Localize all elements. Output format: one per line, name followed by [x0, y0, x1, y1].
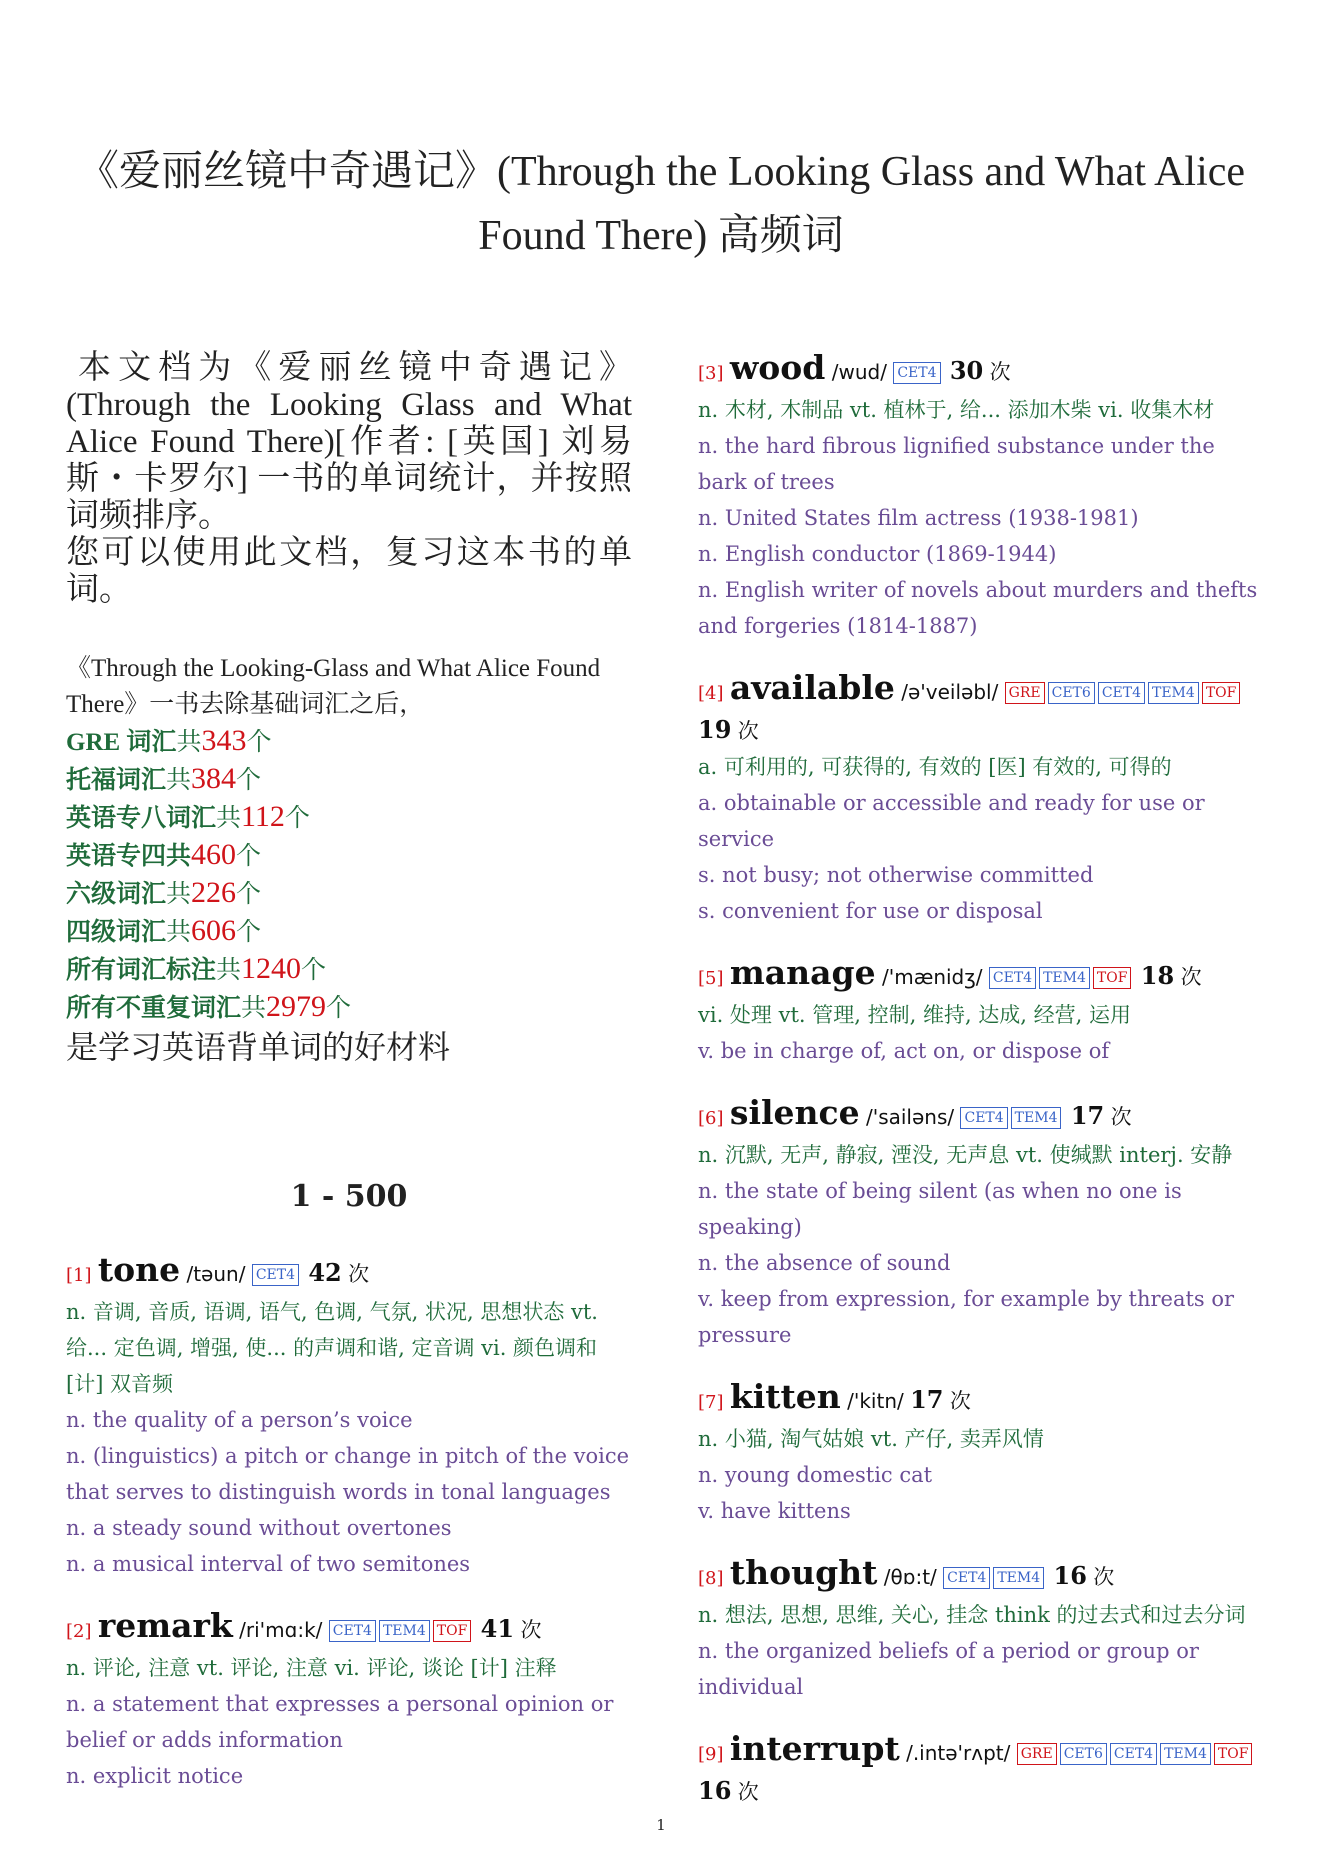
summary-label: 四级词汇: [66, 919, 167, 946]
frequency-unit: 次: [520, 1618, 542, 1642]
entry-head: [66, 1252, 632, 1294]
summary-count: 1240: [241, 952, 302, 985]
summary-row: [66, 799, 632, 837]
word-entry: [66, 1608, 632, 1794]
range-heading: 1 - 500: [290, 1179, 408, 1214]
frequency: 18: [1140, 961, 1175, 990]
exam-tag: TEM4: [379, 1620, 430, 1642]
entry-number: [6]: [698, 1108, 724, 1129]
frequency-unit: 次: [1093, 1565, 1115, 1589]
phonetic: /'mænidʒ/: [881, 965, 983, 989]
entry-head: [698, 1731, 1264, 1810]
word-entry: [698, 1555, 1264, 1705]
summary-count: 112: [241, 800, 285, 833]
phonetic: /təun/: [186, 1262, 246, 1286]
exam-tag: TEM4: [1160, 1743, 1211, 1765]
headword: thought: [729, 1553, 878, 1592]
intro-block: [66, 350, 632, 609]
exam-tag: TOF: [1214, 1743, 1253, 1765]
entry-head: [698, 670, 1264, 749]
english-definition: n. English writer of novels about murders and thefts and forgeries (1814-1887): [698, 578, 1258, 638]
summary-gong: 共: [216, 805, 242, 832]
summary-ge: 个: [301, 957, 327, 984]
english-definition: s. not busy; not otherwise committed: [698, 863, 1094, 887]
english-definition: n. the organized beliefs of a period or group or individual: [698, 1639, 1199, 1699]
exam-tag: CET6: [1060, 1743, 1107, 1765]
summary-label: 所有不重复词汇: [66, 995, 242, 1022]
entry-number: [1]: [66, 1265, 92, 1286]
headword: silence: [729, 1093, 860, 1132]
summary-count: 460: [191, 838, 237, 871]
summary-ge: 个: [236, 881, 262, 908]
english-definition: n. a statement that expresses a personal opinion or belief or adds information: [66, 1692, 614, 1752]
english-definition: s. convenient for use or disposal: [698, 899, 1043, 923]
exam-tag: CET4: [893, 362, 940, 384]
exam-tag: CET4: [252, 1264, 299, 1286]
headword: tone: [97, 1250, 181, 1289]
summary-count: 226: [191, 876, 237, 909]
summary-gong: 共: [216, 957, 242, 984]
left-column: [66, 350, 632, 1820]
word-entry: [698, 670, 1264, 929]
summary-row: [66, 989, 632, 1027]
entry-number: [9]: [698, 1744, 724, 1765]
english-definition: n. a steady sound without overtones: [66, 1516, 452, 1540]
summary-label: 所有词汇标注: [66, 957, 217, 984]
summary-count: 2979: [266, 990, 327, 1023]
chinese-definition: a. 可利用的, 可获得的, 有效的 [医] 有效的, 可得的: [698, 755, 1172, 779]
english-definition: n. the quality of a person’s voice: [66, 1408, 413, 1432]
english-definition: v. be in charge of, act on, or dispose of: [698, 1039, 1110, 1063]
entry-number: [5]: [698, 968, 724, 989]
chinese-definition: n. 沉默, 无声, 静寂, 湮没, 无声息 vt. 使缄默 interj. 安静: [698, 1143, 1233, 1167]
frequency: 16: [698, 1776, 732, 1805]
frequency: 17: [910, 1385, 944, 1414]
entry-number: [8]: [698, 1568, 724, 1589]
phonetic: /'sailəns/: [865, 1105, 955, 1129]
chinese-definition: vi. 处理 vt. 管理, 控制, 维持, 达成, 经营, 运用: [698, 1003, 1132, 1027]
summary-gong: 共: [166, 881, 192, 908]
summary-row: [66, 913, 632, 951]
exam-tag: CET4: [1110, 1743, 1157, 1765]
summary-count: 384: [191, 762, 237, 795]
summary-ge: 个: [236, 843, 262, 870]
entry-number: [7]: [698, 1392, 724, 1413]
summary-label: 托福词汇: [66, 767, 167, 794]
summary-lead: 《Through the Looking-Glass and What Alice Found There》一书去除基础词汇之后，: [66, 655, 601, 718]
summary-final: 是学习英语背单词的好材料: [66, 1029, 451, 1065]
word-entry: [66, 1252, 632, 1582]
summary-row: [66, 875, 632, 913]
english-definition: n. explicit notice: [66, 1764, 244, 1788]
exam-tag: CET4: [943, 1567, 990, 1589]
english-definition: n. the hard fibrous lignified substance under the bark of trees: [698, 434, 1215, 494]
entries-right: [698, 350, 1264, 1810]
word-entry: [698, 350, 1264, 644]
frequency-unit: 次: [1110, 1105, 1132, 1129]
summary-gong: 共: [166, 919, 192, 946]
phonetic: /'kitn/: [847, 1389, 904, 1413]
summary-gong: 共: [166, 767, 192, 794]
exam-tag: CET6: [1048, 682, 1095, 704]
summary-ge: 个: [246, 729, 272, 756]
entry-head: [698, 1379, 1264, 1421]
frequency: 42: [308, 1258, 342, 1287]
headword: available: [729, 668, 895, 707]
english-definition: n. the absence of sound: [698, 1251, 951, 1275]
exam-tag: TOF: [433, 1620, 472, 1642]
summary-ge: 个: [236, 767, 262, 794]
frequency-unit: 次: [737, 719, 759, 743]
exam-tag: TOF: [1093, 967, 1132, 989]
english-definition: n. English conductor (1869-1944): [698, 542, 1057, 566]
frequency: 19: [698, 715, 732, 744]
word-entry: [698, 1095, 1264, 1353]
phonetic: /ri'mɑ:k/: [239, 1618, 323, 1642]
summary-ge: 个: [326, 995, 352, 1022]
frequency-unit: 次: [348, 1262, 370, 1286]
exam-tag: CET4: [960, 1107, 1007, 1129]
entry-head: [698, 1095, 1264, 1137]
word-entry: [698, 1731, 1264, 1810]
exam-tag: TEM4: [1011, 1107, 1062, 1129]
summary-label: GRE 词汇: [66, 729, 177, 756]
english-definition: v. have kittens: [698, 1499, 851, 1523]
summary-row: [66, 723, 632, 761]
entry-number: [3]: [698, 363, 724, 384]
frequency: 16: [1053, 1561, 1087, 1590]
chinese-definition: n. 评论, 注意 vt. 评论, 注意 vi. 评论, 谈论 [计] 注释: [66, 1656, 557, 1680]
summary-gong: 共: [241, 995, 267, 1022]
headword: interrupt: [729, 1729, 900, 1768]
summary-ge: 个: [236, 919, 262, 946]
frequency-unit: 次: [1180, 965, 1202, 989]
exam-tag: GRE: [1005, 682, 1045, 704]
exam-tag: CET4: [1098, 682, 1145, 704]
summary-label: 六级词汇: [66, 881, 167, 908]
frequency-unit: 次: [949, 1389, 971, 1413]
summary-count: 606: [191, 914, 237, 947]
exam-tag: CET4: [329, 1620, 376, 1642]
english-definition: n. United States film actress (1938-1981): [698, 506, 1139, 530]
word-entry: [698, 1379, 1264, 1529]
intro-paragraph-2: 您可以使用此文档，复习这本书的单词。: [66, 535, 632, 608]
summary-row: [66, 951, 632, 989]
frequency: 17: [1070, 1101, 1105, 1130]
exam-tag: TEM4: [1148, 682, 1199, 704]
entry-head: [66, 1608, 632, 1650]
phonetic: /ə'veiləbl/: [901, 680, 999, 704]
summary-gong: 共: [176, 729, 202, 756]
exam-tag: TEM4: [1039, 967, 1090, 989]
vocab-summary: [66, 651, 632, 1067]
summary-row: [66, 761, 632, 799]
entry-head: [698, 350, 1264, 392]
exam-tag: CET4: [989, 967, 1036, 989]
entries-left: [66, 1252, 632, 1794]
summary-ge: 个: [284, 805, 310, 832]
summary-label: 英语专八词汇: [66, 805, 217, 832]
chinese-definition: n. 音调, 音质, 语调, 语气, 色调, 气氛, 状况, 思想状态 vt. 给... 定色调, 增强, 使... 的声调和谐, 定音调 vi. 颜色调和 [计] 双音频: [66, 1300, 598, 1396]
exam-tag: TEM4: [993, 1567, 1044, 1589]
summary-row: [66, 837, 632, 875]
headword: kitten: [729, 1377, 841, 1416]
headword: remark: [97, 1606, 233, 1645]
right-column: [698, 350, 1264, 1836]
chinese-definition: n. 小猫, 淘气姑娘 vt. 产仔, 卖弄风情: [698, 1427, 1044, 1451]
phonetic: /θɒ:t/: [883, 1565, 937, 1589]
english-definition: a. obtainable or accessible and ready for use or service: [698, 791, 1205, 851]
frequency: 30: [949, 356, 984, 385]
entry-head: [698, 1555, 1264, 1597]
summary-rows: [66, 723, 632, 1027]
phonetic: /wud/: [831, 360, 887, 384]
frequency-unit: 次: [989, 360, 1011, 384]
english-definition: n. the state of being silent (as when no one is speaking): [698, 1179, 1182, 1239]
page-number: 1: [656, 1816, 666, 1834]
entry-number: [4]: [698, 683, 724, 704]
intro-paragraph-1: 本文档为《爱丽丝镜中奇遇记》(Through the Looking Glass and What Alice Found There)[作者: [英国] 刘易斯・卡罗尔] 一书的单词统计，并按照词频排序。: [66, 350, 632, 534]
exam-tag: TOF: [1202, 682, 1241, 704]
summary-count: 343: [201, 724, 247, 757]
summary-label: 英语专四共: [66, 843, 192, 870]
entry-number: [2]: [66, 1621, 92, 1642]
entry-head: [698, 955, 1264, 997]
frequency-unit: 次: [737, 1780, 759, 1804]
frequency: 41: [480, 1614, 515, 1643]
chinese-definition: n. 木材, 木制品 vt. 植林于, 给... 添加木柴 vi. 收集木材: [698, 398, 1215, 422]
word-entry: [698, 955, 1264, 1069]
document-title: 《爱丽丝镜中奇遇记》(Through the Looking Glass and What Alice Found There) 高频词: [76, 149, 1246, 259]
english-definition: n. a musical interval of two semitones: [66, 1552, 471, 1576]
headword: manage: [729, 953, 876, 992]
english-definition: n. (linguistics) a pitch or change in pitch of the voice that serves to distinguish words in tonal languages: [66, 1444, 630, 1504]
chinese-definition: n. 想法, 思想, 思维, 关心, 挂念 think 的过去式和过去分词: [698, 1603, 1246, 1627]
exam-tag: GRE: [1017, 1743, 1057, 1765]
english-definition: v. keep from expression, for example by threats or pressure: [698, 1287, 1235, 1347]
english-definition: n. young domestic cat: [698, 1463, 933, 1487]
headword: wood: [729, 348, 826, 387]
phonetic: /.intə'rʌpt/: [906, 1741, 1011, 1765]
